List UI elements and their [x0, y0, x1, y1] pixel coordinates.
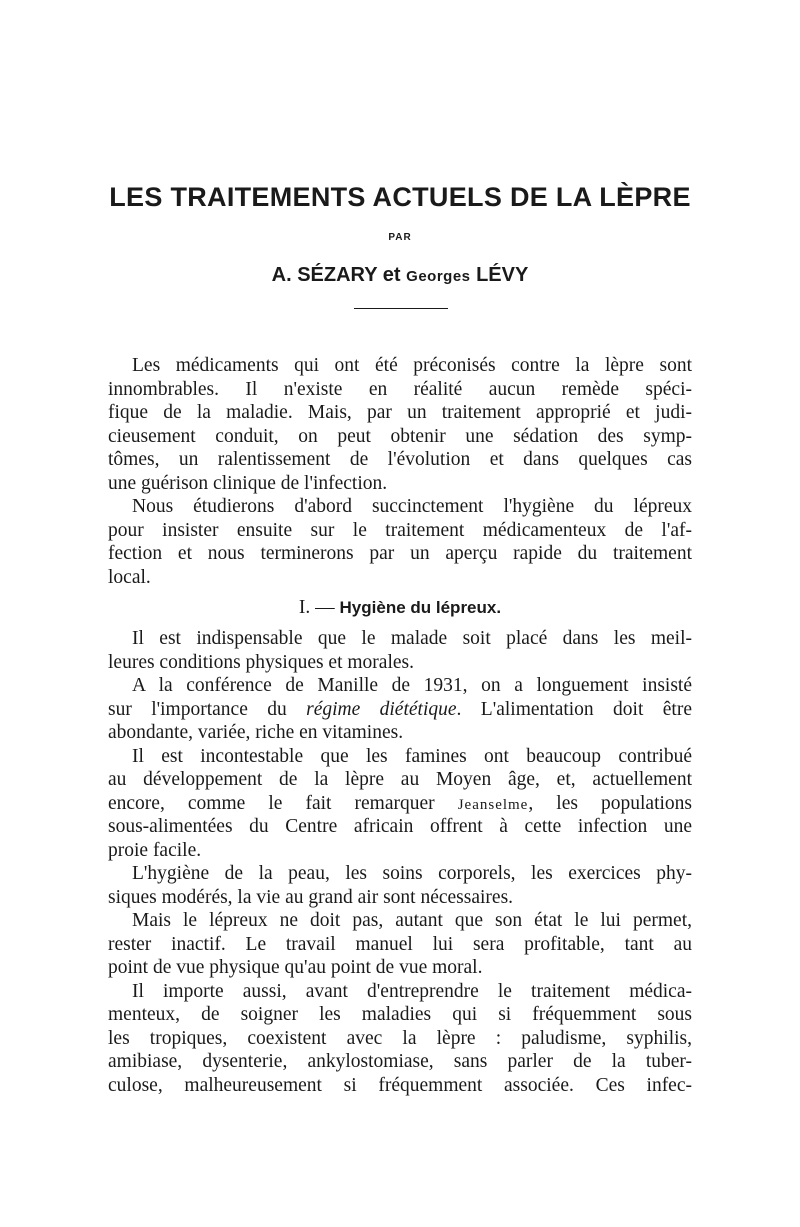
- paragraph-line: Les médicaments qui ont été préconisés contre la lèpre sont: [132, 355, 692, 376]
- paragraph-line: au développement de la lèpre au Moyen âge, et, actuellement: [108, 769, 692, 790]
- section-heading: [108, 589, 692, 627]
- paragraph-line: abondante, variée, riche en vitamines.: [108, 722, 404, 743]
- section-number: I. —: [298, 597, 335, 618]
- paragraph-line: Il est indispensable que le malade soit placé dans les meil-: [132, 628, 692, 649]
- paragraph-line: rester inactif. Le travail manuel lui sera profitable, tant au: [108, 933, 692, 955]
- paragraph-line: point de vue physique qu'au point de vue moral.: [108, 957, 483, 978]
- paragraph-line: proie facile.: [108, 839, 202, 861]
- paragraph-line: amibiase, dysenterie, ankylostomiase, sans parler de la tuber-: [108, 1051, 692, 1072]
- paragraph-line: Il est incontestable que les famines ont beaucoup contribué: [132, 745, 692, 767]
- paragraph-line: innombrables. Il n'existe en réalité aucun remède spéci-: [108, 378, 692, 400]
- paragraph-line: [108, 698, 692, 722]
- author-2-first-name: Georges: [406, 268, 471, 285]
- paragraph-line: fection et nous terminerons par un aperçu rapide du traitement: [108, 543, 692, 564]
- section-title: Hygiène du lépreux.: [339, 598, 502, 617]
- paragraph-line: L'hygiène de la peau, les soins corporels, les exercices phy-: [132, 863, 692, 884]
- body-text: [108, 354, 692, 1097]
- author-2-last-name: LÉVY: [476, 264, 529, 286]
- text-run: encore, comme le fait remarquer: [108, 792, 458, 814]
- paragraph-line: Mais le lépreux ne doit pas, autant que son état le lui permet,: [132, 910, 692, 931]
- paragraph-line: pour insister ensuite sur le traitement médicamenteux de l'af-: [108, 519, 692, 541]
- paragraph-line: une guérison clinique de l'infection.: [108, 472, 388, 494]
- paragraph-line: tômes, un ralentissement de l'évolution et dans quelques cas: [108, 449, 692, 470]
- paragraph-line: leures conditions physiques et morales.: [108, 651, 414, 673]
- authors-line: [0, 264, 800, 287]
- paragraph-line: menteux, de soigner les maladies qui si fréquemment sous: [108, 1004, 692, 1025]
- cited-author: Jeanselme: [457, 796, 529, 813]
- text-run: sur l'importance du: [108, 698, 307, 720]
- paragraph-line: Il importe aussi, avant d'entreprendre le traitement médica-: [132, 980, 692, 1002]
- paragraph-line: Nous étudierons d'abord succinctement l'hygiène du lépreux: [132, 496, 692, 517]
- paragraph-line: siques modérés, la vie au grand air sont nécessaires.: [108, 886, 514, 908]
- italic-term: régime diététique: [306, 698, 457, 720]
- paragraph-line: culose, malheureusement si fréquemment associée. Ces infec-: [108, 1074, 692, 1096]
- paragraph-line: les tropiques, coexistent avec la lèpre : paludisme, syphilis,: [108, 1027, 692, 1049]
- paragraph-line: fique de la maladie. Mais, par un traitement approprié et judi-: [108, 402, 692, 423]
- text-run: . L'alimentation doit être: [456, 698, 692, 720]
- paragraph-line: [108, 792, 692, 816]
- paragraph-line: sous-alimentées du Centre africain offrent à cette infection une: [108, 816, 692, 837]
- paragraph-line: local.: [108, 566, 151, 588]
- author-1: A. SÉZARY: [271, 264, 378, 286]
- title-divider: [354, 308, 448, 309]
- byline-par: PAR: [388, 232, 412, 243]
- article-title: LES TRAITEMENTS ACTUELS DE LA LÈPRE: [109, 182, 691, 212]
- text-run: , les populations: [528, 792, 692, 814]
- paragraph-line: A la conférence de Manille de 1931, on a longuement insisté: [132, 675, 692, 696]
- author-conjunction: et: [382, 264, 401, 286]
- paragraph-line: cieusement conduit, on peut obtenir une sédation des symp-: [108, 425, 692, 447]
